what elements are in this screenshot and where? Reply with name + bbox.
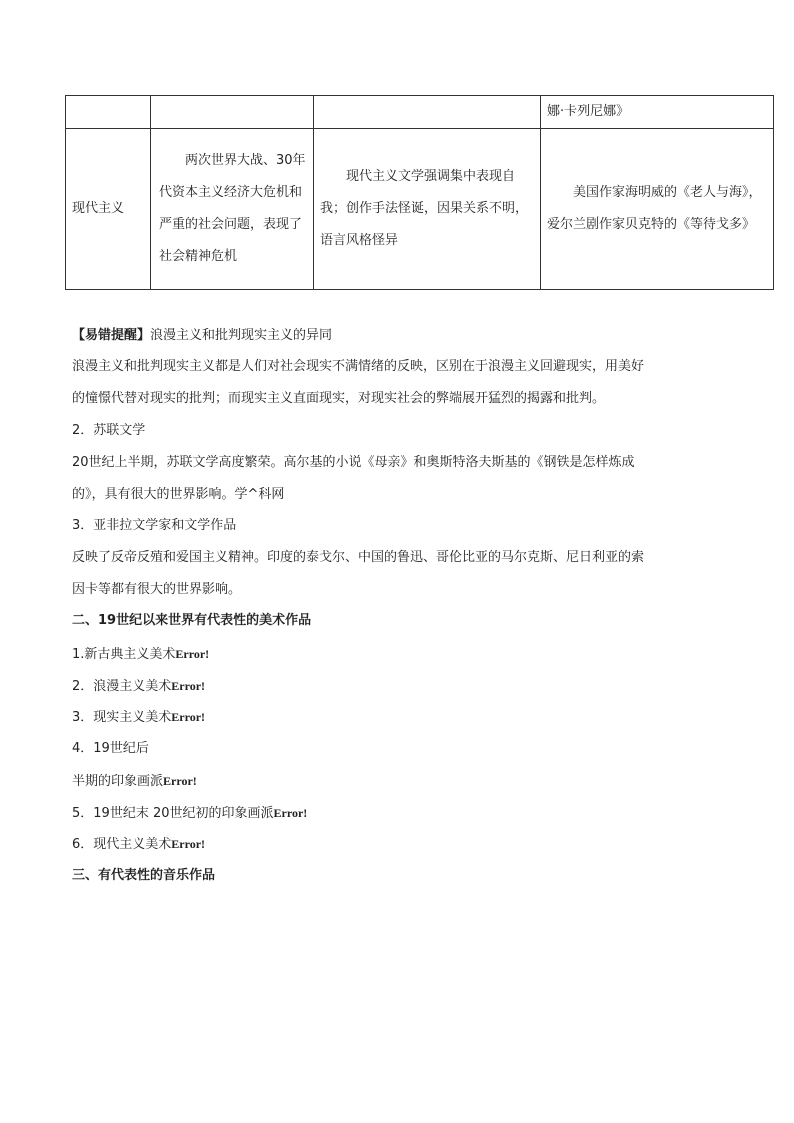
tip-label: 【易错提醒】 [72,328,151,343]
section-heading: 2．苏联文学 [72,423,146,438]
list-item: 5．19世纪末 20世纪初的印象画派Error! [72,806,308,821]
list-item: 6．现代主义美术Error! [72,837,206,852]
table-cell: 现代主义 [66,129,151,290]
tip-title: 浪漫主义和批判现实主义的异同 [150,328,333,343]
table-cell: 现代主义文学强调集中表现自我；创作手法怪诞，因果关系不明，语言风格怪异 [314,129,541,290]
table-row [66,96,774,129]
art-style-table [65,95,774,290]
section-heading-2: 二、19世纪以来世界有代表性的美术作品 [72,613,312,628]
table-row [66,129,774,290]
paragraph-line: 因卡等都有很大的世界影响。 [72,582,242,597]
section-heading-3: 三、有代表性的音乐作品 [72,868,216,883]
list-item: 4．19世纪后 [72,741,149,756]
table-cell [66,96,151,129]
table-cell [314,96,541,129]
list-item: 3．现实主义美术Error! [72,710,206,725]
tip-heading [72,326,332,346]
list-item: 半期的印象画派Error! [72,774,197,789]
paragraph-line: 的》，具有很大的世界影响。学^科网 [72,487,285,502]
paragraph-line: 反映了反帝反殖和爱国主义精神。印度的泰戈尔、中国的鲁迅、哥伦比亚的马尔克斯、尼日利亚的索 [72,550,645,565]
table-cell [151,96,314,129]
table-cell: 两次世界大战、30年代资本主义经济大危机和严重的社会问题，表现了社会精神危机 [151,129,314,290]
table-cell: 美国作家海明威的《老人与海》，爱尔兰剧作家贝克特的《等待戈多》 [541,129,774,290]
table-cell: 娜·卡列尼娜》 [541,96,774,129]
paragraph-line: 20世纪上半期，苏联文学高度繁荣。高尔基的小说《母亲》和奥斯特洛夫斯基的《钢铁是怎样炼成 [72,455,635,470]
list-item: 1.新古典主义美术Error! [72,647,210,662]
paragraph-line: 浪漫主义和批判现实主义都是人们对社会现实不满情绪的反映，区别在于浪漫主义回避现实，用美好 [72,359,645,374]
paragraph-line: 的憧憬代替对现实的批判；而现实主义直面现实，对现实社会的弊端展开猛烈的揭露和批判。 [72,391,606,406]
list-item: 2．浪漫主义美术Error! [72,679,206,694]
section-heading: 3．亚非拉文学家和文学作品 [72,518,237,533]
